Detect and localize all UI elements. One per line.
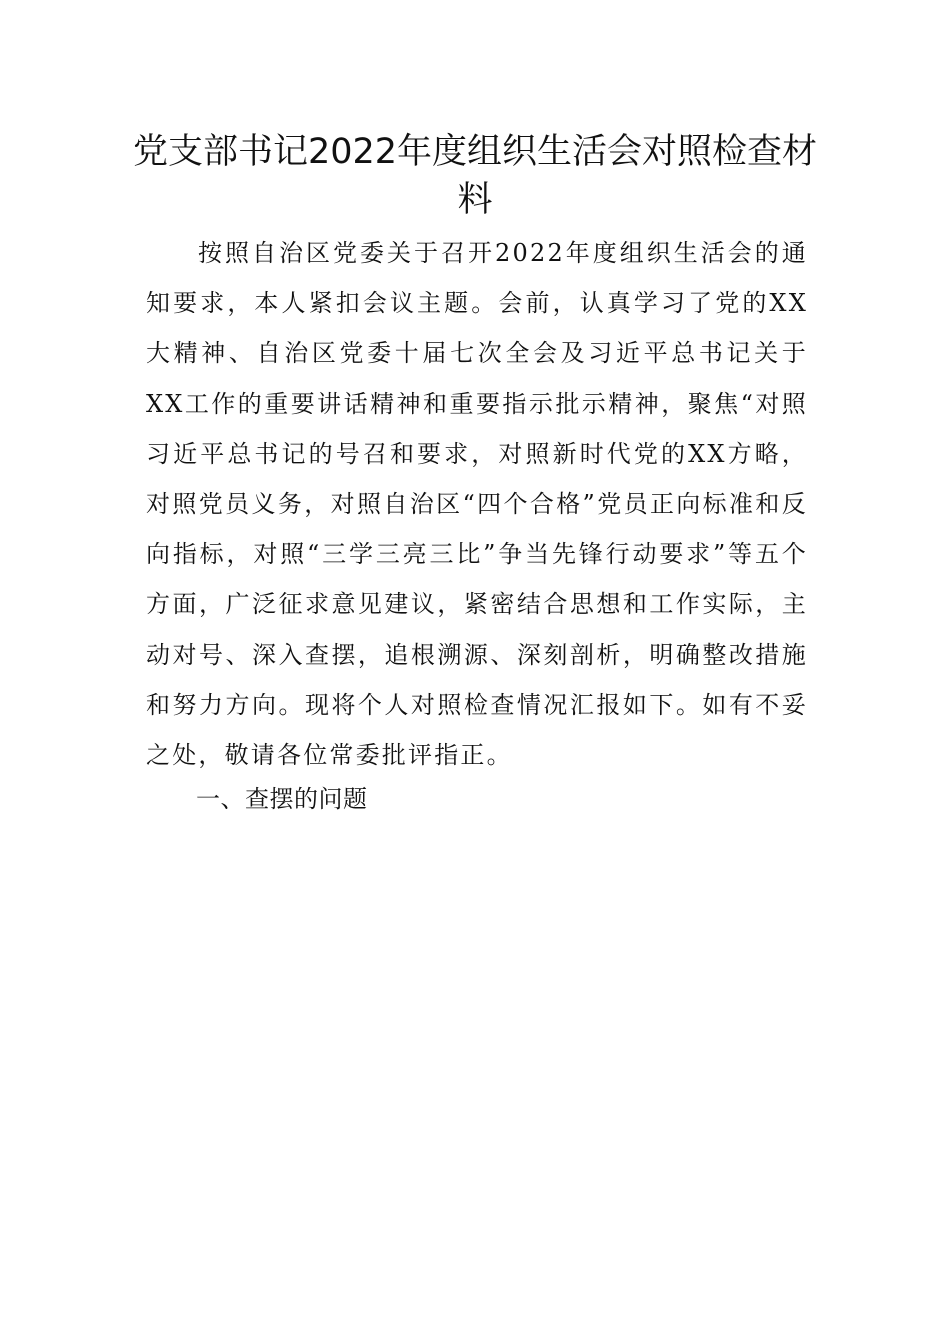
section-heading: 一、查摆的问题 — [196, 785, 368, 813]
document-title: 党支部书记2022年度组织生活会对照检查材料 — [132, 132, 818, 220]
intro-paragraph: 按照自治区党委关于召开2022年度组织生活会的通知要求，本人紧扣会议主题。会前，认真学习了党的XX大精神、自治区党委十届七次全会及习近平总书记关于XX工作的重要讲话精神和重要指示批示精神，聚焦“对照习近平总书记的号召和要求，对照新时代党的XX方略，对照党员义务，对照自治区“四个合格”党员正向标准和反向指标，对照“三学三亮三比”争当先锋行动要求”等五个方面，广泛征求意见建议，紧密结合思想和工作实际，主动对号、深入查摆，追根溯源、深刻剖析，明确整改措施和努力方向。现将个人对照检查情况汇报如下。如有不妥之处，敬请各位常委批评指正。 — [146, 239, 808, 770]
